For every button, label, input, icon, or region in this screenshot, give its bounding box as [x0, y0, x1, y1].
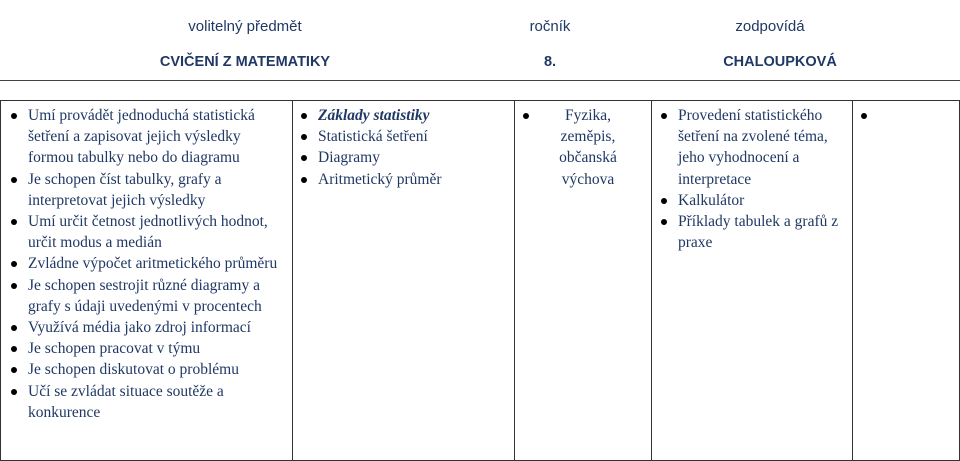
bullet-icon: [861, 113, 867, 119]
list-item: [298, 147, 510, 168]
outcome-item: [8, 105, 290, 169]
bullet-icon: [661, 198, 667, 204]
note-item-text: Kalkulátor: [678, 191, 745, 209]
grade-value: 8.: [543, 54, 557, 70]
bullet-icon: [11, 283, 17, 289]
outcome-item-text: Učí se zvládat situace soutěže a konkurence: [28, 382, 224, 421]
topic-text: Statistická šetření: [318, 128, 428, 146]
bullet-icon: [11, 219, 17, 225]
bullet-icon: [301, 177, 307, 183]
notes-list: [658, 105, 850, 253]
note-item: [658, 211, 850, 253]
bullet-icon: [11, 389, 17, 395]
teacher-name: CHALOUPKOVÁ: [723, 54, 837, 70]
bullet-icon: [661, 219, 667, 225]
outcome-item-text: Využívá média jako zdroj informací: [28, 319, 251, 337]
outcome-item: [8, 275, 290, 317]
column-divider-2: [514, 100, 515, 461]
note-item: [658, 190, 850, 211]
topics-heading: Základy statistiky: [318, 107, 430, 124]
outcome-item: [8, 359, 290, 380]
list-item: [298, 169, 510, 190]
bullet-icon: [11, 261, 17, 267]
relations-text: Fyzika, zeměpis, občanská výchova: [559, 107, 617, 188]
outcomes-list: [8, 105, 290, 423]
table-top-border: [0, 100, 960, 101]
note-item: [658, 105, 850, 190]
responsible-label: zodpovídá: [735, 17, 805, 35]
outcome-item-text: Je schopen pracovat v týmu: [28, 340, 201, 358]
title-bar: [0, 46, 960, 78]
column-divider-1: [292, 100, 293, 461]
bullet-icon: [661, 113, 667, 119]
outcome-item: [8, 211, 290, 253]
outcome-item-text: Umí určit četnost jednotlivých hodnot, určit modus a medián: [28, 213, 268, 252]
outcome-item-text: Je schopen sestrojit různé diagramy a grafy s údaji uvedenými v procentech: [28, 276, 262, 315]
bullet-icon: [11, 346, 17, 352]
table-border-left: [0, 100, 1, 461]
topics-list: [298, 105, 510, 190]
relations-item: [520, 105, 648, 190]
topics-column: [298, 105, 510, 190]
subject-title: CVIČENÍ Z MATEMATIKY: [159, 54, 331, 70]
relations-column: [520, 105, 648, 190]
topics-heading-item: [298, 105, 510, 126]
outcome-item-text: Je schopen diskutovat o problému: [28, 361, 239, 379]
notes-column: [658, 105, 850, 253]
bullet-icon: [11, 325, 17, 331]
header-divider: [0, 80, 960, 81]
outcome-item-text: Je schopen číst tabulky, grafy a interpretovat jejich výsledky: [28, 170, 222, 209]
header-row: [0, 8, 960, 44]
note-item-text: Provedení statistického šetření na zvolené téma, jeho vyhodnocení a interpretace: [678, 107, 828, 188]
grade-label: ročník: [529, 17, 571, 35]
outcomes-column: [8, 105, 290, 423]
note-item-text: Příklady tabulek a grafů z praxe: [678, 213, 839, 252]
bullet-icon: [11, 113, 17, 119]
outcome-item-text: Zvládne výpočet aritmetického průměru: [28, 255, 278, 273]
curriculum-table: [0, 100, 960, 461]
outcome-item: [8, 381, 290, 423]
bullet-icon: [523, 113, 529, 119]
column-divider-4: [852, 100, 853, 461]
outcome-item: [8, 253, 290, 274]
bullet-icon: [301, 113, 307, 119]
outcome-item: [8, 169, 290, 211]
bullet-icon: [11, 177, 17, 183]
subject-type-label: volitelný předmět: [188, 17, 302, 35]
bullet-icon: [301, 155, 307, 161]
outcome-item: [8, 317, 290, 338]
column-divider-3: [651, 100, 652, 461]
outcome-item-text: Umí provádět jednoduchá statistická šetření a zapisovat jejich výsledky formou tabulky nebo do diagramu: [28, 107, 255, 167]
topic-text: Aritmetický průměr: [318, 170, 442, 188]
outcome-item: [8, 338, 290, 359]
bullet-icon: [11, 367, 17, 373]
topic-text: Diagramy: [318, 149, 380, 167]
list-item: [298, 126, 510, 147]
bullet-icon: [301, 134, 307, 140]
